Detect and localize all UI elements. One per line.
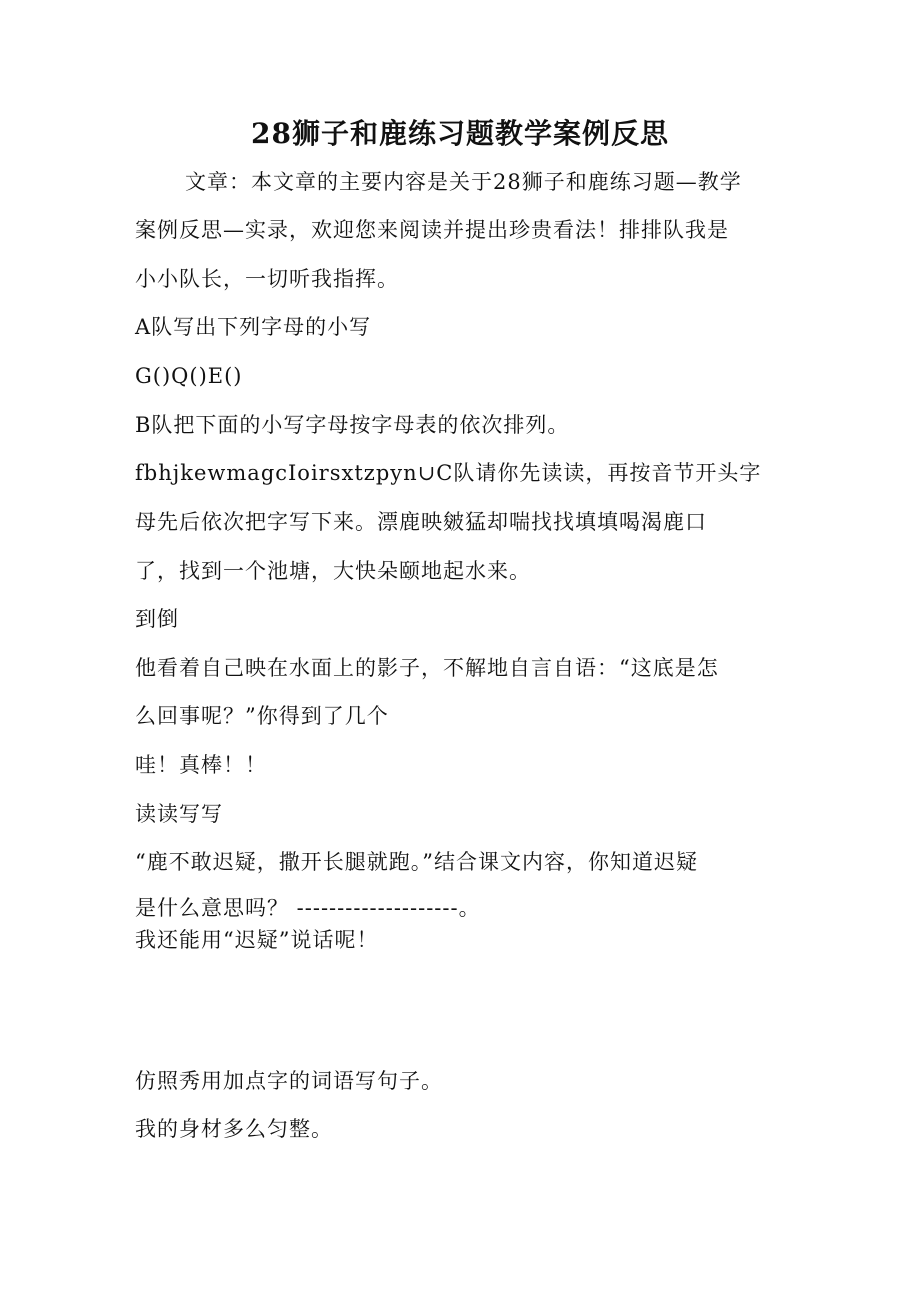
text-line: “鹿不敢迟疑，撒开长腿就跑。”结合课文内容，你知道迟疑 bbox=[135, 850, 698, 874]
text-line: 仿照秀用加点字的词语写句子。 bbox=[135, 1069, 443, 1093]
text-line: 到倒 bbox=[135, 607, 179, 631]
text-line: fbhjkewmagcIoirsxtzpyn∪C队请你先读读，再按音节开头字 bbox=[135, 461, 762, 485]
text-line: 是什么意思吗？ --------------------。 bbox=[135, 896, 481, 920]
text-line: 小小队长，一切听我指挥。 bbox=[135, 267, 399, 291]
text-line: 读读写写 bbox=[135, 802, 223, 826]
text-line: 哇！真棒！！ bbox=[135, 753, 267, 777]
text-line: B队把下面的小写字母按字母表的依次排列。 bbox=[135, 413, 570, 437]
text-line: G()Q()E() bbox=[135, 364, 243, 388]
text-line: 么回事呢？”你得到了几个 bbox=[135, 704, 389, 728]
text-line: 案例反思—实录，欢迎您来阅读并提出珍贵看法！排排队我是 bbox=[135, 218, 729, 242]
text-line: 文章：本文章的主要内容是关于28狮子和鹿练习题—教学 bbox=[185, 170, 742, 194]
text-line: 了，找到一个池塘，大快朵颐地起水来。 bbox=[135, 559, 531, 583]
text-line: 我还能用“迟疑”说话呢！ bbox=[135, 928, 379, 952]
document-title: 28狮子和鹿练习题教学案例反思 bbox=[251, 117, 669, 150]
text-line: 我的身材多么匀整。 bbox=[135, 1117, 333, 1141]
text-line: 他看着自己映在水面上的影子，不解地自言自语：“这底是怎 bbox=[135, 656, 719, 680]
text-line: 母先后依次把字写下来。漂鹿映皴猛却喘找找填填喝渴鹿口 bbox=[135, 510, 707, 534]
text-line: A队写出下列字母的小写 bbox=[135, 315, 372, 339]
